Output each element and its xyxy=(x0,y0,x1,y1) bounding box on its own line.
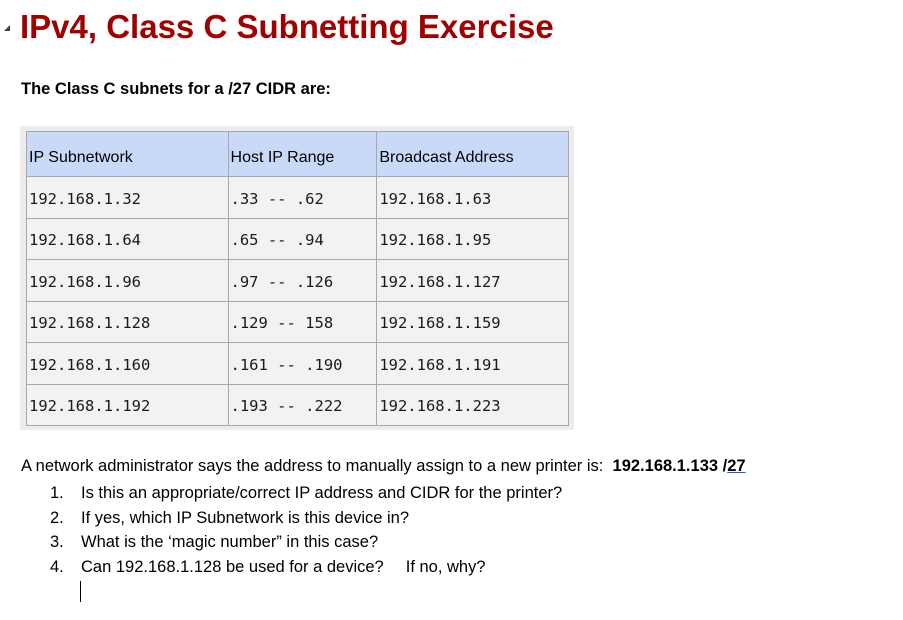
table-row xyxy=(27,218,569,260)
printer-address xyxy=(613,457,746,475)
subnetwork-cell: 192.168.1.64 xyxy=(27,218,229,260)
broadcast-cell: 192.168.1.191 xyxy=(377,343,569,385)
host-range-cell: .65 -- .94 xyxy=(228,218,377,260)
list-item-extra-text: If no, why? xyxy=(405,557,486,576)
broadcast-cell: 192.168.1.127 xyxy=(377,260,569,302)
page-title: IPv4, Class C Subnetting Exercise xyxy=(20,8,554,45)
list-item-text: Is this an appropriate/correct IP address and CIDR for the printer? xyxy=(81,484,563,502)
printer-ip: 192.168.1.133 / xyxy=(612,457,728,475)
host-range-cell: .129 -- 158 xyxy=(228,301,377,343)
section-subtitle: The Class C subnets for a /27 CIDR are: xyxy=(21,80,331,98)
list-item-text: Can 192.168.1.128 be used for a device? xyxy=(81,557,384,576)
table-row xyxy=(27,260,569,302)
broadcast-cell: 192.168.1.223 xyxy=(377,384,569,426)
list-item-number: 3. xyxy=(50,533,64,551)
table-row xyxy=(27,177,569,219)
text-cursor[interactable] xyxy=(80,581,81,602)
scenario-paragraph xyxy=(21,457,746,476)
list-item xyxy=(50,556,562,581)
list-item-number: 4. xyxy=(50,557,64,576)
broadcast-cell: 192.168.1.63 xyxy=(377,177,569,219)
host-range-cell: .161 -- .190 xyxy=(228,343,377,385)
broadcast-cell: 192.168.1.95 xyxy=(377,218,569,260)
list-item-number: 2. xyxy=(50,508,64,527)
column-header-broadcast-address: Broadcast Address xyxy=(377,132,569,177)
list-item xyxy=(50,482,562,507)
table-row xyxy=(27,343,569,385)
subnet-table xyxy=(26,131,569,426)
column-header-ip-subnetwork: IP Subnetwork xyxy=(27,132,229,177)
host-range-cell: .33 -- .62 xyxy=(228,177,377,219)
subnetwork-cell: 192.168.1.160 xyxy=(27,343,229,385)
question-list xyxy=(50,482,562,580)
list-item xyxy=(50,531,562,556)
subnetwork-cell: 192.168.1.128 xyxy=(27,301,229,343)
list-item xyxy=(50,507,562,532)
broadcast-cell: 192.168.1.159 xyxy=(377,301,569,343)
subnet-table-container xyxy=(20,126,574,430)
subnetwork-cell: 192.168.1.96 xyxy=(27,260,229,302)
subnetwork-cell: 192.168.1.192 xyxy=(27,384,229,426)
table-row xyxy=(27,384,569,426)
list-item-number: 1. xyxy=(50,484,64,502)
subnetwork-cell: 192.168.1.32 xyxy=(27,177,229,219)
list-item-text: What is the ‘magic number” in this case? xyxy=(81,533,379,551)
host-range-cell: .193 -- .222 xyxy=(228,384,377,426)
table-header-row xyxy=(27,132,569,177)
column-header-host-ip-range: Host IP Range xyxy=(228,132,377,177)
collapse-heading-icon[interactable] xyxy=(4,25,10,31)
printer-cidr: 27 xyxy=(727,457,746,475)
host-range-cell: .97 -- .126 xyxy=(228,260,377,302)
scenario-text: A network administrator says the address to manually assign to a new printer is: xyxy=(21,457,604,475)
table-row xyxy=(27,301,569,343)
list-item-text: If yes, which IP Subnetwork is this device in? xyxy=(81,508,410,527)
